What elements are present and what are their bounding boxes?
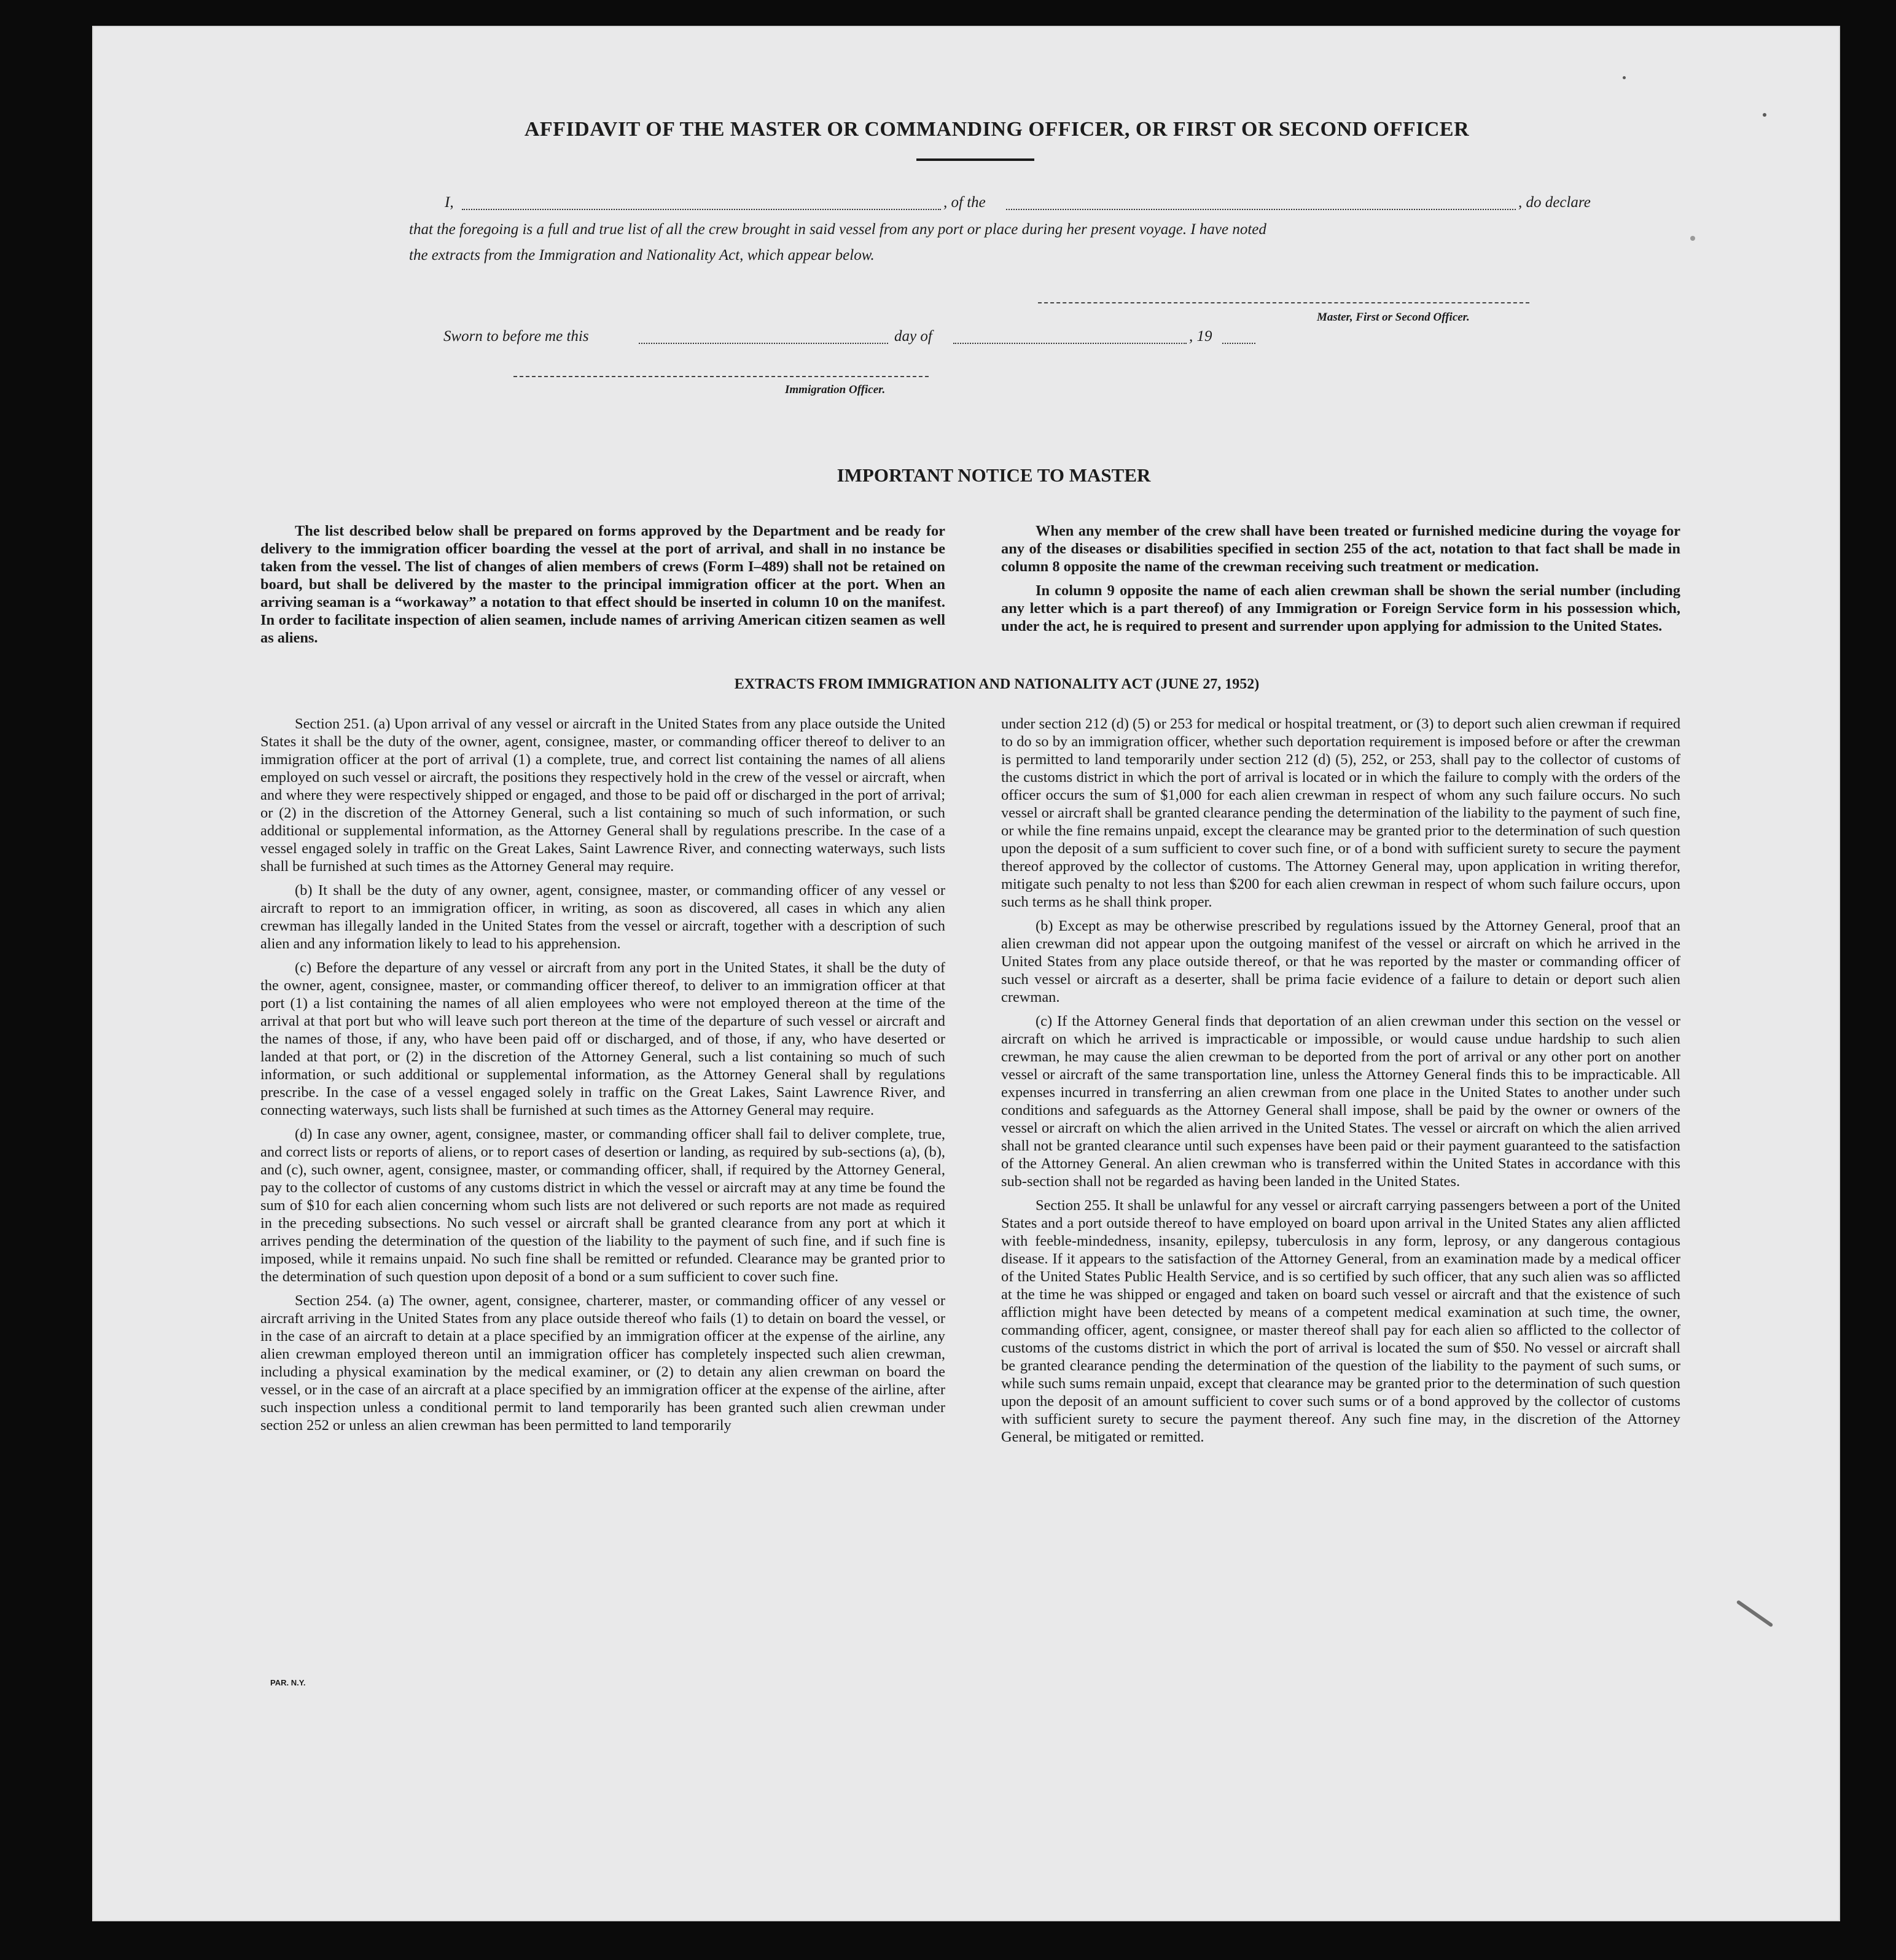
extracts-left-column	[260, 715, 945, 1440]
section-251-a: Section 251. (a) Upon arrival of any vessel or aircraft in the United States from any place outside the United States it shall be the duty of the owner, agent, consignee, master, or commanding officer thereof to deliver to an immigration officer at the port of arrival (1) a complete, true, and correct list containing the names of all aliens employed on such vessel or aircraft, the positions they respectively hold in the crew of the vessel or aircraft, when and where they were respectively shipped or engaged, and those to be paid off or discharged in the port of arrival; or (2) in the discretion of the Attorney General, such a list containing so much of such information, or such additional or supplemental information, as the Attorney General shall by regulations prescribe. In the case of a vessel engaged solely in traffic on the Great Lakes, Saint Lawrence River, and connecting waterways, such lists shall be furnished at such times as the Attorney General may require.	[260, 716, 945, 875]
sworn-prefix: Sworn to before me this	[443, 328, 589, 345]
scan-mark	[1736, 1599, 1774, 1627]
scan-speck	[1690, 236, 1695, 241]
immigration-officer-caption: Immigration Officer.	[785, 383, 886, 396]
sworn-day-of: day of	[894, 328, 932, 345]
notice-title: IMPORTANT NOTICE TO MASTER	[837, 464, 1151, 486]
scan-speck	[1623, 76, 1626, 79]
notice-right-paragraph-2: In column 9 opposite the name of each alien crewman shall be shown the serial number (including any letter which is a part thereof) of any Immigration or Foreign Service form in his possession which, under the act, he is required to present and surrender upon applying for admission to the United States.	[1001, 582, 1680, 634]
section-251-b: (b) It shall be the duty of any owner, agent, consignee, master, or commanding officer of any vessel or aircraft to report to an immigration officer, in writing, as soon as discovered, all cases in which any alien crewman has illegally landed in the United States from the vessel or aircraft, together with a description of such alien and any information likely to lead to his apprehension.	[260, 882, 945, 952]
vessel-name-blank[interactable]	[1006, 195, 1516, 210]
notice-right-paragraph-1: When any member of the crew shall have been treated or furnished medicine during the voyage for any of the diseases or disabilities specified in section 255 of the act, notation to that fact shall be made in column 8 opposite the name of the crewman receiving such treatment or medication.	[1001, 523, 1680, 575]
master-signature-line[interactable]	[1038, 302, 1529, 303]
form-sheet	[93, 27, 1839, 1920]
section-251-d: (d) In case any owner, agent, consignee, master, or commanding officer shall fail to deliver complete, true, and correct lists or reports of aliens, or to report cases of desertion or landing, as required by sub-sections (a), (b), and (c), such owner, agent, consignee, master, or commanding officer, shall, if required by the Attorney General, pay to the collector of customs of any customs district in which the vessel or aircraft may at any time be found the sum of $10 for each alien concerning whom such lists are not delivered or such reports are not made as required in the preceding subsections. No such vessel or aircraft shall be granted clearance from any port at which it arrives pending the determination of the question of the liability to the payment of such fine, and if such fine is imposed, while it remains unpaid. No such fine shall be remitted or refunded. Clearance may be granted prior to the determination of such question upon deposit of a bond or a sum sufficient to cover such fine.	[260, 1126, 945, 1285]
section-254-a: Section 254. (a) The owner, agent, consignee, charterer, master, or commanding officer of any vessel or aircraft arriving in the United States from any place outside thereof who fails (1) to detain on board the vessel, or in the case of an aircraft to detain at a place specified by an immigration officer at the expense of the airline, any alien crewman employed thereon until an immigration officer has completely inspected such alien crewman, including a physical examination by the medical examiner, or (2) to detain any alien crewman on board the vessel, or in the case of an aircraft at a place specified by an immigration officer at the expense of the airline, after such inspection unless a conditional permit to land temporarily has been granted such alien crewman under section 252 or unless an alien crewman has been permitted to land temporarily	[260, 1292, 945, 1434]
scan-speck	[1763, 113, 1766, 117]
section-254-c: (c) If the Attorney General finds that deportation of an alien crewman under this section on the vessel or aircraft on which he arrived is impracticable or impossible, or would cause undue hardship to such alien crewman, he may cause the alien crewman to be deported from the port of arrival or any other port on another vessel or aircraft of the same transportation line, unless the Attorney General finds this to be impracticable. All expenses incurred in transferring an alien crewman from one place in the United States to another under such conditions and safeguards as the Attorney General shall impose, shall be paid by the owner or owners of the vessel or aircraft on which the alien arrived in the United States. The vessel or aircraft on which the alien arrived shall not be granted clearance until such expenses have been paid or their payment guaranteed to the satisfaction of the Attorney General. An alien crewman who is transferred within the United States in accordance with this sub-section shall not be regarded as having been landed in the United States.	[1001, 1013, 1680, 1190]
notice-right-column	[1001, 522, 1680, 641]
extracts-right-column	[1001, 715, 1680, 1452]
declaration-line-2: that the foregoing is a full and true list of all the crew brought in said vessel from any port or place during her present voyage. I have noted	[409, 221, 1266, 238]
sworn-day-blank[interactable]	[639, 329, 888, 344]
declaration-of-the: , of the	[943, 194, 986, 211]
title-underline	[916, 158, 1034, 161]
notice-left-paragraph: The list described below shall be prepared on forms approved by the Department and be ready for delivery to the immigration officer boarding the vessel at the port of arrival, and shall in no instance be taken from the vessel. The list of changes of alien members of crews (Form I–489) shall not be retained on board, but shall be delivered by the master to the principal immigration officer at the port. When an arriving seaman is a “workaway” a notation to that effect should be inserted in column 10 on the manifest. In order to facilitate inspection of alien seamen, include names of arriving American citizen seamen as well as aliens.	[260, 523, 945, 646]
master-signature-caption: Master, First or Second Officer.	[1317, 311, 1470, 324]
sworn-year-blank[interactable]	[1222, 329, 1255, 344]
declaration-do-declare: , do declare	[1518, 194, 1591, 211]
declaration-line-3: the extracts from the Immigration and Nationality Act, which appear below.	[409, 247, 875, 264]
printer-mark: PAR. N.Y.	[270, 1678, 306, 1687]
extracts-title: EXTRACTS FROM IMMIGRATION AND NATIONALITY ACT (JUNE 27, 1952)	[734, 676, 1260, 692]
declaration-i: I,	[445, 194, 454, 211]
notice-left-column	[260, 522, 945, 653]
sworn-year-prefix: , 19	[1189, 328, 1212, 345]
section-254-a-continued: under section 212 (d) (5) or 253 for medical or hospital treatment, or (3) to deport such alien crewman if required to do so by an immigration officer, whether such deportation requirement is imposed before or after the crewman is permitted to land temporarily under section 212 (d) (5), 252, or 253, shall pay to the collector of customs of the customs district in which the port of arrival is located or in which the failure to comply with the orders of the officer occurs the sum of $1,000 for each alien crewman in respect of whom any such failure occurs. No such vessel or aircraft shall be granted clearance pending the determination of the liability to the payment of such fine, or while the fine remains unpaid, except the clearance may be granted prior to the determination of such question upon the deposit of a sum sufficient to cover such fine, or of a bond with sufficient surety to secure the payment thereof approved by the collector of customs. The Attorney General may, upon application in writing therefor, mitigate such penalty to not less than $200 for each alien crewman in respect of whom such failure occurs, upon such terms as he shall think proper.	[1001, 716, 1681, 910]
declarant-name-blank[interactable]	[462, 195, 941, 210]
section-254-b: (b) Except as may be otherwise prescribed by regulations issued by the Attorney General, proof that an alien crewman did not appear upon the outgoing manifest of the vessel or aircraft on which he arrived in the United States from any place outside thereof, or that he was reported by the master or commanding officer of such vessel or aircraft as a deserter, shall be prima facie evidence of a failure to detain or deport such alien crewman.	[1001, 918, 1680, 1005]
section-251-c: (c) Before the departure of any vessel or aircraft from any port in the United States, it shall be the duty of the owner, agent, consignee, master, or commanding officer thereof, to deliver to an immigration officer at that port (1) a list containing the names of all alien employees who were not employed thereon at the time of the arrival at that port but who will leave such port thereon at the time of the departure of such vessel or aircraft and the names of those, if any, who have been paid off or discharged, and of those, if any, who have deserted or landed at that port, or (2) in the discretion of the Attorney General, such a list containing so much of such information, or such additional or supplemental information, as the Attorney General shall by regulations prescribe. In the case of a vessel engaged solely in traffic on the Great Lakes, Saint Lawrence River, and connecting waterways, such lists shall be furnished at such times as the Attorney General may require.	[260, 959, 945, 1119]
section-255: Section 255. It shall be unlawful for any vessel or aircraft carrying passengers between a port of the United States and a port outside thereof to have employed on board upon arrival in the United States any alien afflicted with feeble-mindedness, insanity, epilepsy, tuberculosis in any form, leprosy, or any dangerous contagious disease. If it appears to the satisfaction of the Attorney General, from an examination made by a medical officer of the United States Public Health Service, and is so certified by such officer, that any such alien was so afflicted at the time he was shipped or engaged and taken on board such vessel or aircraft and that the existence of such affliction might have been detected by means of a competent medical examination at such time, the owner, commanding officer, agent, consignee, or master thereof shall pay for each alien so afflicted to the collector of customs of the customs district in which the port of arrival is located the sum of $50. No vessel or aircraft shall be granted clearance pending the determination of the question of the liability to the payment of such sums, or while such sums remain unpaid, except that clearance may be granted prior to the determination of such question upon the deposit of an amount sufficient to cover such sums or of a bond approved by the collector of customs with sufficient surety to secure the payment thereof. Any such fine may, in the discretion of the Attorney General, be mitigated or remitted.	[1001, 1197, 1680, 1445]
immigration-officer-signature-line[interactable]	[513, 376, 929, 377]
sworn-month-blank[interactable]	[953, 329, 1187, 344]
affidavit-title: AFFIDAVIT OF THE MASTER OR COMMANDING OFFICER, OR FIRST OR SECOND OFFICER	[524, 118, 1470, 141]
